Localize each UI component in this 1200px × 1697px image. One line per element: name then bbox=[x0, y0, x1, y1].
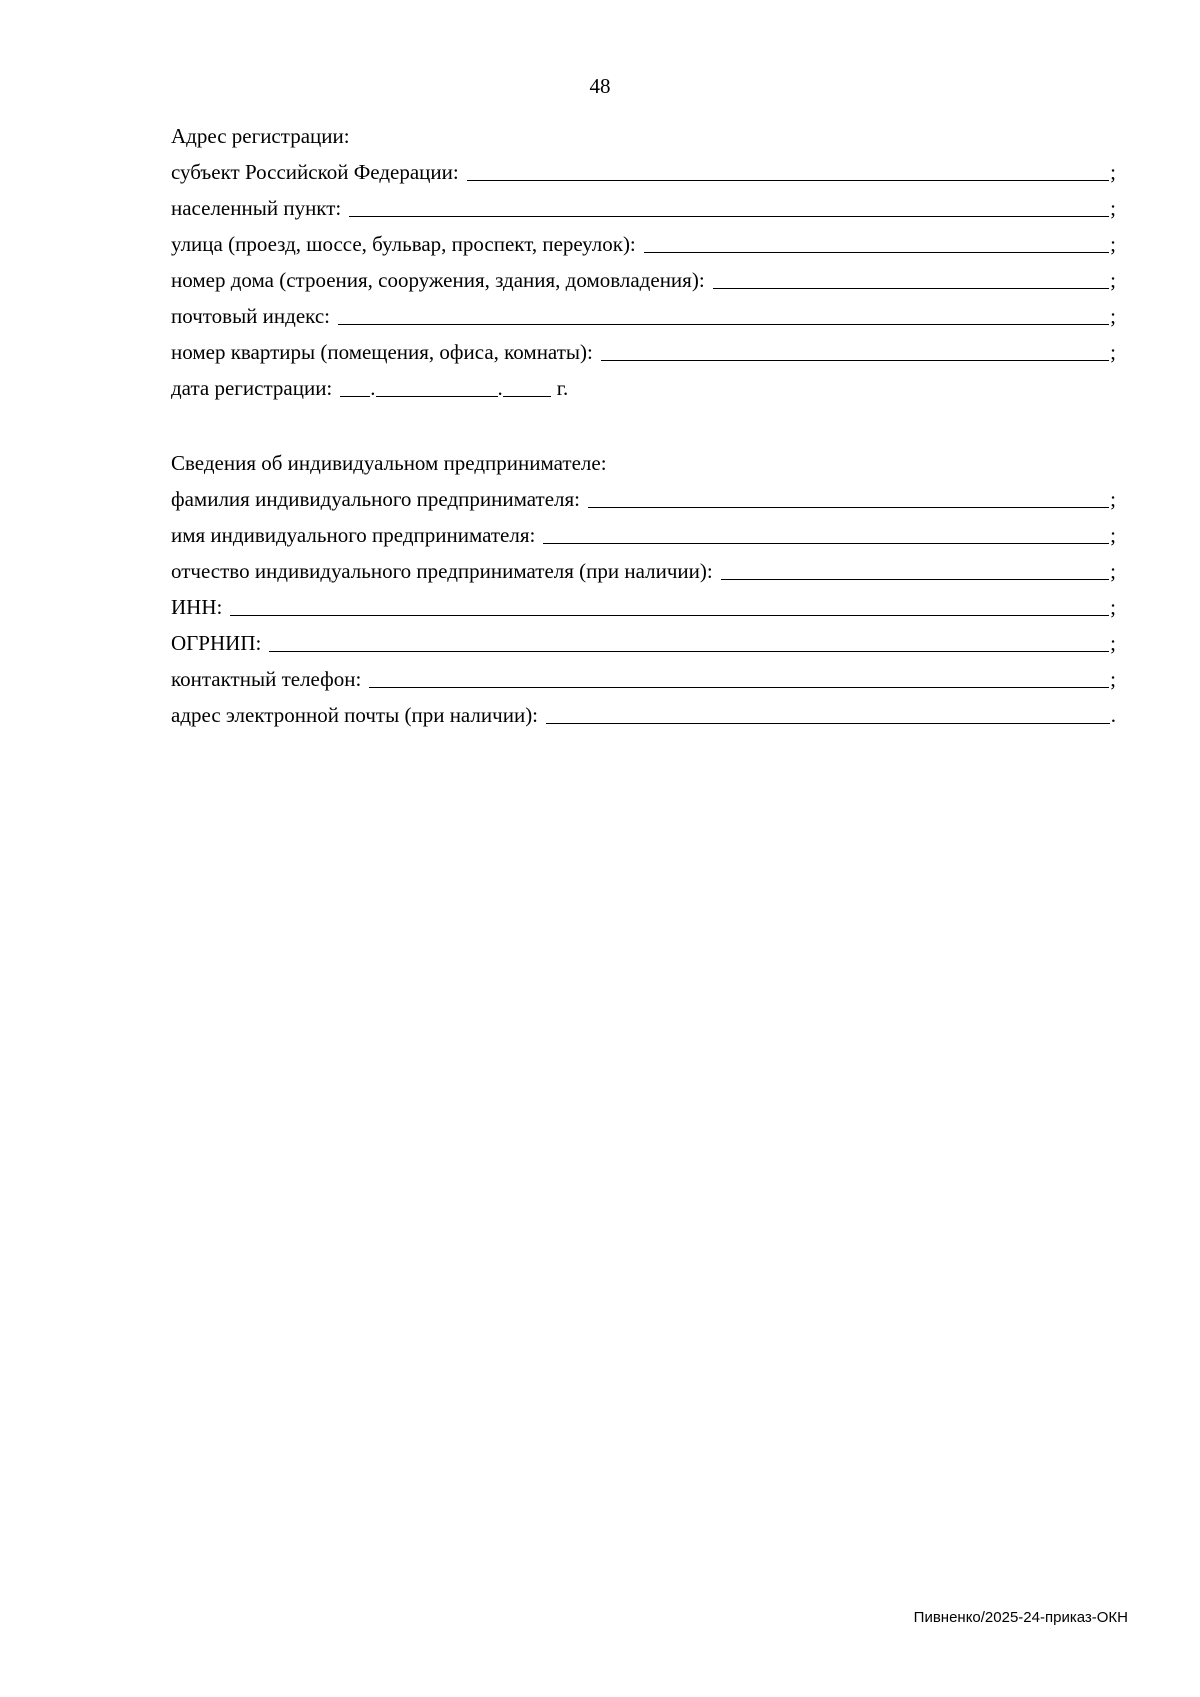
subject-field-blank[interactable] bbox=[467, 162, 1109, 181]
postal-code-field-end: ; bbox=[1110, 304, 1116, 328]
surname-field-end: ; bbox=[1110, 487, 1116, 511]
registration-date-sep-1: . bbox=[370, 376, 376, 400]
apartment-field bbox=[171, 338, 1116, 374]
document-reference-footer: Пивненко/2025-24-приказ-ОКН bbox=[913, 1609, 1128, 1626]
inn-field-blank[interactable] bbox=[230, 597, 1109, 616]
subject-field-end: ; bbox=[1110, 160, 1116, 184]
house-number-field bbox=[171, 266, 1116, 302]
street-field-blank[interactable] bbox=[644, 234, 1109, 253]
postal-code-field-label: почтовый индекс: bbox=[171, 304, 330, 328]
registration-date-field bbox=[171, 374, 1116, 410]
email-field bbox=[171, 701, 1116, 737]
registration-date-month-blank[interactable] bbox=[376, 378, 498, 397]
first-name-field bbox=[171, 521, 1116, 557]
first-name-field-blank[interactable] bbox=[543, 525, 1109, 544]
first-name-field-label: имя индивидуального предпринимателя: bbox=[171, 523, 536, 547]
entrepreneur-heading: Сведения об индивидуальном предпринимателе: bbox=[171, 451, 607, 475]
inn-field-label: ИНН: bbox=[171, 595, 223, 619]
registration-address-section bbox=[171, 122, 1116, 410]
surname-field-blank[interactable] bbox=[588, 489, 1109, 508]
apartment-field-label: номер квартиры (помещения, офиса, комнаты): bbox=[171, 340, 593, 364]
ogrnip-field-label: ОГРНИП: bbox=[171, 631, 262, 655]
patronymic-field-label: отчество индивидуального предпринимателя (при наличии): bbox=[171, 559, 713, 583]
registration-date-year-blank[interactable] bbox=[503, 378, 551, 397]
apartment-field-end: ; bbox=[1110, 340, 1116, 364]
surname-field bbox=[171, 485, 1116, 521]
registration-address-heading: Адрес регистрации: bbox=[171, 124, 350, 148]
phone-field bbox=[171, 665, 1116, 701]
street-field bbox=[171, 230, 1116, 266]
postal-code-field-blank[interactable] bbox=[338, 306, 1109, 325]
street-field-end: ; bbox=[1110, 232, 1116, 256]
ogrnip-field-end: ; bbox=[1110, 631, 1116, 655]
email-field-end: . bbox=[1110, 703, 1116, 727]
email-field-blank[interactable] bbox=[546, 705, 1110, 724]
apartment-field-blank[interactable] bbox=[601, 342, 1109, 361]
street-field-label: улица (проезд, шоссе, бульвар, проспект, переулок): bbox=[171, 232, 636, 256]
registration-date-label: дата регистрации: bbox=[171, 376, 333, 400]
locality-field bbox=[171, 194, 1116, 230]
registration-date-sep-2: . bbox=[497, 376, 503, 400]
patronymic-field-end: ; bbox=[1110, 559, 1116, 583]
house-number-field-label: номер дома (строения, сооружения, здания, домовладения): bbox=[171, 268, 705, 292]
phone-field-label: контактный телефон: bbox=[171, 667, 362, 691]
registration-date-suffix: г. bbox=[556, 376, 569, 400]
house-number-field-end: ; bbox=[1110, 268, 1116, 292]
house-number-field-blank[interactable] bbox=[713, 270, 1110, 289]
inn-field bbox=[171, 593, 1116, 629]
first-name-field-end: ; bbox=[1110, 523, 1116, 547]
registration-date-day-blank[interactable] bbox=[340, 378, 370, 397]
email-field-label: адрес электронной почты (при наличии): bbox=[171, 703, 539, 727]
locality-field-blank[interactable] bbox=[349, 198, 1109, 217]
postal-code-field bbox=[171, 302, 1116, 338]
subject-field-label: субъект Российской Федерации: bbox=[171, 160, 459, 184]
inn-field-end: ; bbox=[1110, 595, 1116, 619]
ogrnip-field-blank[interactable] bbox=[269, 633, 1109, 652]
locality-field-end: ; bbox=[1110, 196, 1116, 220]
entrepreneur-section bbox=[171, 449, 1116, 737]
ogrnip-field bbox=[171, 629, 1116, 665]
page-number: 48 bbox=[589, 74, 611, 98]
patronymic-field-blank[interactable] bbox=[721, 561, 1109, 580]
subject-field bbox=[171, 158, 1116, 194]
phone-field-blank[interactable] bbox=[369, 669, 1109, 688]
patronymic-field bbox=[171, 557, 1116, 593]
surname-field-label: фамилия индивидуального предпринимателя: bbox=[171, 487, 580, 511]
locality-field-label: населенный пункт: bbox=[171, 196, 342, 220]
phone-field-end: ; bbox=[1110, 667, 1116, 691]
